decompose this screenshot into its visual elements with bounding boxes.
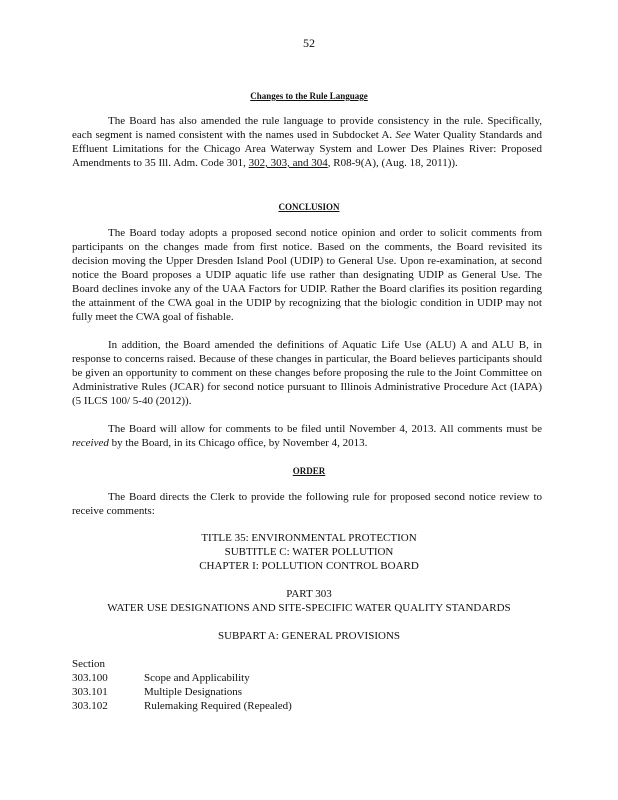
section-number: 303.101 — [72, 686, 108, 698]
heading-changes-rule-language: Changes to the Rule Language — [250, 91, 368, 101]
paragraph-text: The Board today adopts a proposed second notice opinion and order to solicit comments from participants on the changes made from first notice. Based on the comments, the Board revisited its decision moving the Upper Dresden Island Pool (UDIP) to General Use. Upon re-examination, at second notice the Board proposes a UDIP aquatic life use rather than designating UDIP as General Use. The Board declines invoke any of the UAA Factors for UDIP. Rather the Board clarifies its position regarding the attainment of the CWA goal in the UDIP by recognizing that the biologic condition in UDIP may not fully meet the CWA goal of fishable. — [72, 227, 542, 323]
paragraph-text: In addition, the Board amended the definitions of Aquatic Life Use (ALU) A and ALU B, in response to concerns raised. Because of these changes in particular, the Board believes participants should be given an opportunity to comment on these changes before proposing the rule to the Joint Committee on Administrative Rules (JCAR) for second notice pursuant to Illinois Administrative Procedure Act (IAPA) (5 ILCS 100/ 5-40 (2012)). — [72, 339, 542, 407]
part-block — [0, 587, 618, 615]
paragraph-text: , R08-9(A), (Aug. 18, 2011)). — [327, 157, 458, 169]
see-signal: See — [395, 129, 411, 141]
title-line: TITLE 35: ENVIRONMENTAL PROTECTION — [201, 532, 417, 544]
paragraph-text: by the Board, in its Chicago office, by November 4, 2013. — [108, 437, 368, 449]
heading-order: ORDER — [292, 466, 326, 476]
subtitle-line: SUBTITLE C: WATER POLLUTION — [224, 546, 394, 558]
section-row — [72, 671, 472, 685]
paragraph-order — [72, 490, 542, 518]
section-label: Section — [72, 658, 105, 670]
paragraph-conclusion-3 — [72, 422, 542, 450]
section-number: 303.102 — [72, 700, 108, 712]
received-emphasis: received — [72, 437, 109, 449]
section-title: Multiple Designations — [144, 686, 243, 698]
chapter-line: CHAPTER I: POLLUTION CONTROL BOARD — [199, 560, 419, 572]
paragraph-text: The Board has also amended the rule language to provide consistency in the rule. Specifically, each segment is named consistent with the names used in Subdocket A. — [72, 115, 542, 141]
paragraph-rule-language — [72, 114, 542, 170]
paragraph-text: The Board directs the Clerk to provide the following rule for proposed second notice review to receive comments: — [72, 491, 542, 517]
paragraph-conclusion-2 — [72, 338, 542, 408]
page-number: 52 — [303, 36, 315, 50]
section-title: Scope and Applicability — [144, 672, 250, 684]
section-number: 303.100 — [72, 672, 108, 684]
heading-conclusion: CONCLUSION — [278, 202, 340, 212]
subpart-heading: SUBPART A: GENERAL PROVISIONS — [218, 630, 400, 642]
paragraph-text: Water Quality Standards and Effluent Limitations for the Chicago Area Waterway System and Lower Des Plaines River: Proposed Amendments to 35 Ill. Adm. Code 301, — [72, 129, 542, 169]
code-parts-link[interactable]: 302, 303, and 304 — [248, 157, 328, 169]
section-list — [72, 657, 472, 713]
paragraph-text: The Board will allow for comments to be filed until November 4, 2013. All comments must be — [108, 423, 542, 435]
part-line: PART 303 — [286, 588, 332, 600]
section-row — [72, 685, 472, 699]
title-block — [0, 531, 618, 573]
paragraph-conclusion-1 — [72, 226, 542, 324]
section-row — [72, 699, 472, 713]
part-title-line: WATER USE DESIGNATIONS AND SITE-SPECIFIC WATER QUALITY STANDARDS — [107, 602, 511, 614]
section-title: Rulemaking Required (Repealed) — [144, 700, 292, 712]
